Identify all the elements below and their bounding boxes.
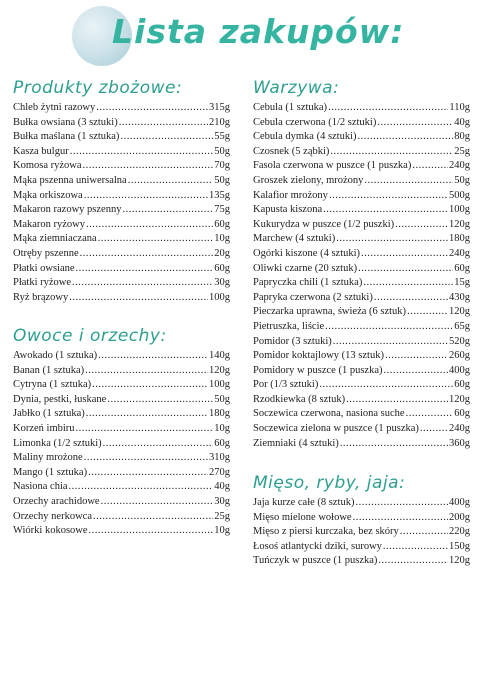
item-name: Ogórki kiszone (4 sztuki)	[253, 247, 361, 259]
item-name: Chleb żytni razowy	[13, 102, 96, 113]
item-quantity: 60g	[214, 262, 230, 274]
list-item	[13, 422, 230, 437]
dot-leader	[76, 262, 214, 277]
dot-leader	[92, 378, 208, 393]
dot-leader	[89, 524, 214, 539]
list-item	[13, 247, 230, 262]
dot-leader	[128, 174, 214, 189]
item-name: Por (1/3 sztuki)	[253, 379, 319, 391]
item-name: Tuńczyk w puszce (1 puszka)	[253, 555, 378, 567]
item-quantity: 60g	[214, 218, 230, 230]
dot-leader	[80, 247, 214, 262]
item-quantity: 40g	[454, 116, 470, 128]
list-item	[253, 525, 470, 540]
dot-leader	[119, 116, 208, 131]
list-item	[253, 511, 470, 526]
item-quantity: 180g	[209, 408, 230, 420]
item-quantity: 500g	[449, 189, 470, 201]
item-name: Orzechy arachidowe	[13, 495, 100, 507]
item-name: Komosa ryżowa	[13, 160, 82, 172]
dot-leader	[395, 218, 448, 233]
list-item	[253, 320, 470, 335]
dot-leader	[120, 130, 213, 145]
list-item	[253, 232, 470, 247]
dot-leader	[364, 174, 453, 189]
dot-leader	[319, 378, 453, 393]
list-item	[253, 116, 470, 131]
item-name: Soczewica zielona w puszce (1 puszka)	[253, 423, 419, 435]
item-quantity: 135g	[209, 189, 230, 201]
item-quantity: 30g	[214, 277, 230, 289]
item-quantity: 30g	[214, 495, 230, 507]
list-item	[253, 291, 470, 306]
list-item	[253, 218, 470, 233]
item-quantity: 240g	[449, 247, 470, 259]
dot-leader	[96, 101, 208, 116]
item-name: Kalafior mrożony	[253, 189, 328, 201]
dot-leader	[93, 510, 213, 525]
item-name: Wiórki kokosowe	[13, 525, 88, 537]
list-item	[13, 480, 230, 495]
list-item	[13, 393, 230, 408]
item-quantity: 50g	[214, 174, 230, 186]
list-item	[13, 203, 230, 218]
list-item	[13, 437, 230, 452]
item-name: Oliwki czarne (20 sztuk)	[253, 262, 358, 274]
dot-leader	[361, 247, 448, 262]
item-name: Mięso mielone wołowe	[253, 511, 352, 523]
dot-leader	[69, 480, 214, 495]
item-quantity: 180g	[449, 233, 470, 245]
item-quantity: 25g	[214, 510, 230, 522]
dot-leader	[70, 145, 214, 160]
item-quantity: 80g	[454, 131, 470, 143]
item-quantity: 360g	[449, 437, 470, 449]
item-quantity: 520g	[449, 335, 470, 347]
item-list	[13, 349, 230, 539]
item-name: Ziemniaki (4 sztuki)	[253, 437, 339, 449]
dot-leader	[329, 189, 448, 204]
item-name: Maliny mrożone	[13, 452, 83, 464]
item-quantity: 40g	[214, 481, 230, 493]
dot-leader	[88, 466, 208, 481]
section-fruits	[13, 323, 230, 539]
item-name: Soczewica czerwona, nasiona suche	[253, 408, 405, 420]
list-item	[13, 130, 230, 145]
item-name: Pieczarka uprawna, świeża (6 sztuk)	[253, 306, 407, 318]
section-heading: Produkty zbożowe:	[13, 78, 183, 98]
dot-leader	[86, 218, 213, 233]
item-quantity: 100g	[449, 204, 470, 216]
dot-leader	[84, 451, 208, 466]
dot-leader	[412, 159, 448, 174]
list-item	[253, 247, 470, 262]
dot-leader	[83, 159, 214, 174]
item-name: Dynia, pestki, łuskane	[13, 393, 107, 405]
list-item	[13, 159, 230, 174]
item-quantity: 315g	[209, 102, 230, 113]
dot-leader	[383, 540, 448, 555]
item-quantity: 60g	[454, 408, 470, 420]
item-name: Łosoś atlantycki dziki, surowy	[253, 540, 382, 552]
item-list	[253, 101, 470, 451]
list-item	[13, 232, 230, 247]
list-item	[253, 189, 470, 204]
item-quantity: 25g	[454, 145, 470, 157]
list-item	[253, 364, 470, 379]
list-item	[13, 451, 230, 466]
item-quantity: 100g	[209, 379, 230, 391]
dot-leader	[85, 364, 208, 379]
list-item	[13, 378, 230, 393]
section-meat	[253, 470, 470, 569]
item-name: Mąka pszenna uniwersalna	[13, 174, 127, 186]
list-item	[13, 262, 230, 277]
item-name: Orzechy nerkowca	[13, 510, 92, 522]
item-name: Pomidor koktajlowy (13 sztuk)	[253, 350, 384, 362]
item-name: Makaron razowy pszenny	[13, 204, 122, 216]
list-item	[253, 145, 470, 160]
item-quantity: 120g	[449, 218, 470, 230]
dot-leader	[103, 437, 214, 452]
list-item	[13, 116, 230, 131]
item-name: Papryczka chili (1 sztuka)	[253, 277, 363, 289]
item-name: Jabłko (1 sztuka)	[13, 408, 85, 420]
item-quantity: 220g	[449, 526, 470, 538]
list-item	[253, 305, 470, 320]
item-name: Płatki owsiane	[13, 262, 75, 274]
item-quantity: 400g	[449, 364, 470, 376]
item-name: Kukurydza w puszce (1/2 puszki)	[253, 218, 395, 230]
item-name: Banan (1 sztuka)	[13, 364, 85, 376]
item-name: Kapusta kiszona	[253, 204, 323, 216]
list-item	[253, 101, 470, 116]
list-item	[253, 262, 470, 277]
dot-leader	[336, 232, 448, 247]
dot-leader	[340, 437, 448, 452]
item-quantity: 70g	[214, 160, 230, 172]
list-item	[13, 174, 230, 189]
dot-leader	[325, 320, 453, 335]
item-name: Rzodkiewka (8 sztuk)	[253, 393, 346, 405]
list-item	[253, 203, 470, 218]
item-name: Pietruszka, liście	[253, 320, 325, 332]
item-quantity: 65g	[454, 320, 470, 332]
list-item	[13, 407, 230, 422]
dot-leader	[323, 203, 448, 218]
item-quantity: 55g	[214, 131, 230, 143]
item-quantity: 110g	[449, 102, 470, 113]
list-item	[13, 364, 230, 379]
item-name: Pomidor (3 sztuki)	[253, 335, 332, 347]
item-quantity: 240g	[449, 160, 470, 172]
item-name: Cebula (1 sztuka)	[253, 102, 328, 113]
dot-leader	[374, 291, 448, 306]
dot-leader	[383, 364, 448, 379]
dot-leader	[407, 305, 448, 320]
list-item	[253, 393, 470, 408]
item-name: Pomidory w puszce (1 puszka)	[253, 364, 383, 376]
list-item	[13, 218, 230, 233]
item-name: Czosnek (5 ząbki)	[253, 145, 330, 157]
list-item	[13, 495, 230, 510]
section-vegetables	[253, 75, 470, 451]
item-quantity: 60g	[454, 262, 470, 274]
item-quantity: 60g	[214, 437, 230, 449]
item-quantity: 140g	[209, 350, 230, 361]
page-title: Lista zakupów:	[112, 12, 405, 51]
dot-leader	[86, 407, 208, 422]
item-name: Makaron ryżowy	[13, 218, 86, 230]
list-item	[13, 510, 230, 525]
item-quantity: 310g	[209, 452, 230, 464]
item-quantity: 10g	[214, 233, 230, 245]
list-item	[253, 130, 470, 145]
dot-leader	[72, 276, 213, 291]
item-name: Mięso z piersi kurczaka, bez skóry	[253, 526, 399, 538]
list-item	[253, 174, 470, 189]
dot-leader	[122, 203, 213, 218]
dot-leader	[69, 291, 208, 306]
dot-leader	[330, 145, 453, 160]
list-item	[13, 466, 230, 481]
list-item	[253, 437, 470, 452]
item-quantity: 10g	[214, 422, 230, 434]
list-item	[253, 276, 470, 291]
item-name: Papryka czerwona (2 sztuki)	[253, 291, 373, 303]
item-quantity: 100g	[209, 291, 230, 303]
list-item	[13, 524, 230, 539]
dot-leader	[84, 189, 208, 204]
list-item	[253, 540, 470, 555]
item-quantity: 150g	[449, 540, 470, 552]
dot-leader	[353, 511, 448, 526]
section-grains	[13, 75, 230, 305]
item-list	[253, 496, 470, 569]
item-name: Mango (1 sztuka)	[13, 466, 88, 478]
list-item	[253, 496, 470, 511]
list-item	[13, 349, 230, 364]
dot-leader	[400, 525, 448, 540]
item-name: Otręby pszenne	[13, 247, 79, 259]
dot-leader	[76, 422, 214, 437]
item-quantity: 120g	[449, 555, 470, 567]
list-item	[13, 145, 230, 160]
list-item	[13, 101, 230, 116]
item-name: Cytryna (1 sztuka)	[13, 379, 92, 391]
item-name: Mąka orkiszowa	[13, 189, 83, 201]
item-quantity: 210g	[209, 116, 230, 128]
item-quantity: 15g	[454, 277, 470, 289]
dot-leader	[107, 393, 213, 408]
item-name: Fasola czerwona w puszce (1 puszka)	[253, 160, 412, 172]
dot-leader	[101, 495, 214, 510]
item-name: Marchew (4 sztuki)	[253, 233, 336, 245]
section-heading: Warzywa:	[253, 78, 340, 98]
item-quantity: 120g	[449, 393, 470, 405]
dot-leader	[378, 554, 448, 569]
list-item	[253, 378, 470, 393]
list-item	[13, 291, 230, 306]
item-quantity: 50g	[454, 174, 470, 186]
list-item	[13, 189, 230, 204]
dot-leader	[355, 496, 448, 511]
list-item	[253, 422, 470, 437]
dot-leader	[328, 101, 448, 116]
list-item	[253, 407, 470, 422]
dot-leader	[363, 276, 453, 291]
list-item	[253, 335, 470, 350]
item-quantity: 200g	[449, 511, 470, 523]
item-quantity: 120g	[209, 364, 230, 376]
list-item	[253, 554, 470, 569]
item-quantity: 260g	[449, 350, 470, 362]
item-name: Limonka (1/2 sztuki)	[13, 437, 102, 449]
item-name: Bułka owsiana (3 sztuki)	[13, 116, 118, 128]
item-name: Płatki ryżowe	[13, 277, 72, 289]
dot-leader	[98, 232, 214, 247]
section-heading: Mięso, ryby, jaja:	[253, 473, 406, 493]
item-quantity: 10g	[214, 525, 230, 537]
dot-leader	[358, 262, 453, 277]
item-quantity: 20g	[214, 247, 230, 259]
dot-leader	[346, 393, 448, 408]
item-name: Awokado (1 sztuka)	[13, 350, 98, 361]
list-item	[13, 276, 230, 291]
list-item	[253, 159, 470, 174]
item-quantity: 120g	[449, 306, 470, 318]
dot-leader	[333, 335, 448, 350]
item-quantity: 240g	[449, 423, 470, 435]
item-name: Ryż brązowy	[13, 291, 69, 303]
dot-leader	[98, 349, 208, 364]
item-name: Jaja kurze całe (8 sztuk)	[253, 497, 355, 508]
dot-leader	[358, 130, 454, 145]
item-name: Mąka ziemniaczana	[13, 233, 97, 245]
item-quantity: 270g	[209, 466, 230, 478]
item-quantity: 50g	[214, 393, 230, 405]
item-name: Bułka maślana (1 sztuka)	[13, 131, 120, 143]
dot-leader	[385, 349, 448, 364]
item-quantity: 50g	[214, 145, 230, 157]
item-quantity: 400g	[449, 497, 470, 508]
item-name: Groszek zielony, mrożony	[253, 174, 364, 186]
item-name: Korzeń imbiru	[13, 422, 75, 434]
item-quantity: 430g	[449, 291, 470, 303]
list-item	[253, 349, 470, 364]
item-list	[13, 101, 230, 305]
item-quantity: 60g	[454, 379, 470, 391]
dot-leader	[406, 407, 454, 422]
item-name: Nasiona chia	[13, 481, 68, 493]
item-name: Cebula dymka (4 sztuki)	[253, 131, 357, 143]
item-name: Kasza bulgur	[13, 145, 69, 157]
item-quantity: 75g	[214, 204, 230, 216]
item-name: Cebula czerwona (1/2 sztuki)	[253, 116, 377, 128]
dot-leader	[377, 116, 453, 131]
dot-leader	[420, 422, 448, 437]
section-heading: Owoce i orzechy:	[13, 326, 167, 346]
